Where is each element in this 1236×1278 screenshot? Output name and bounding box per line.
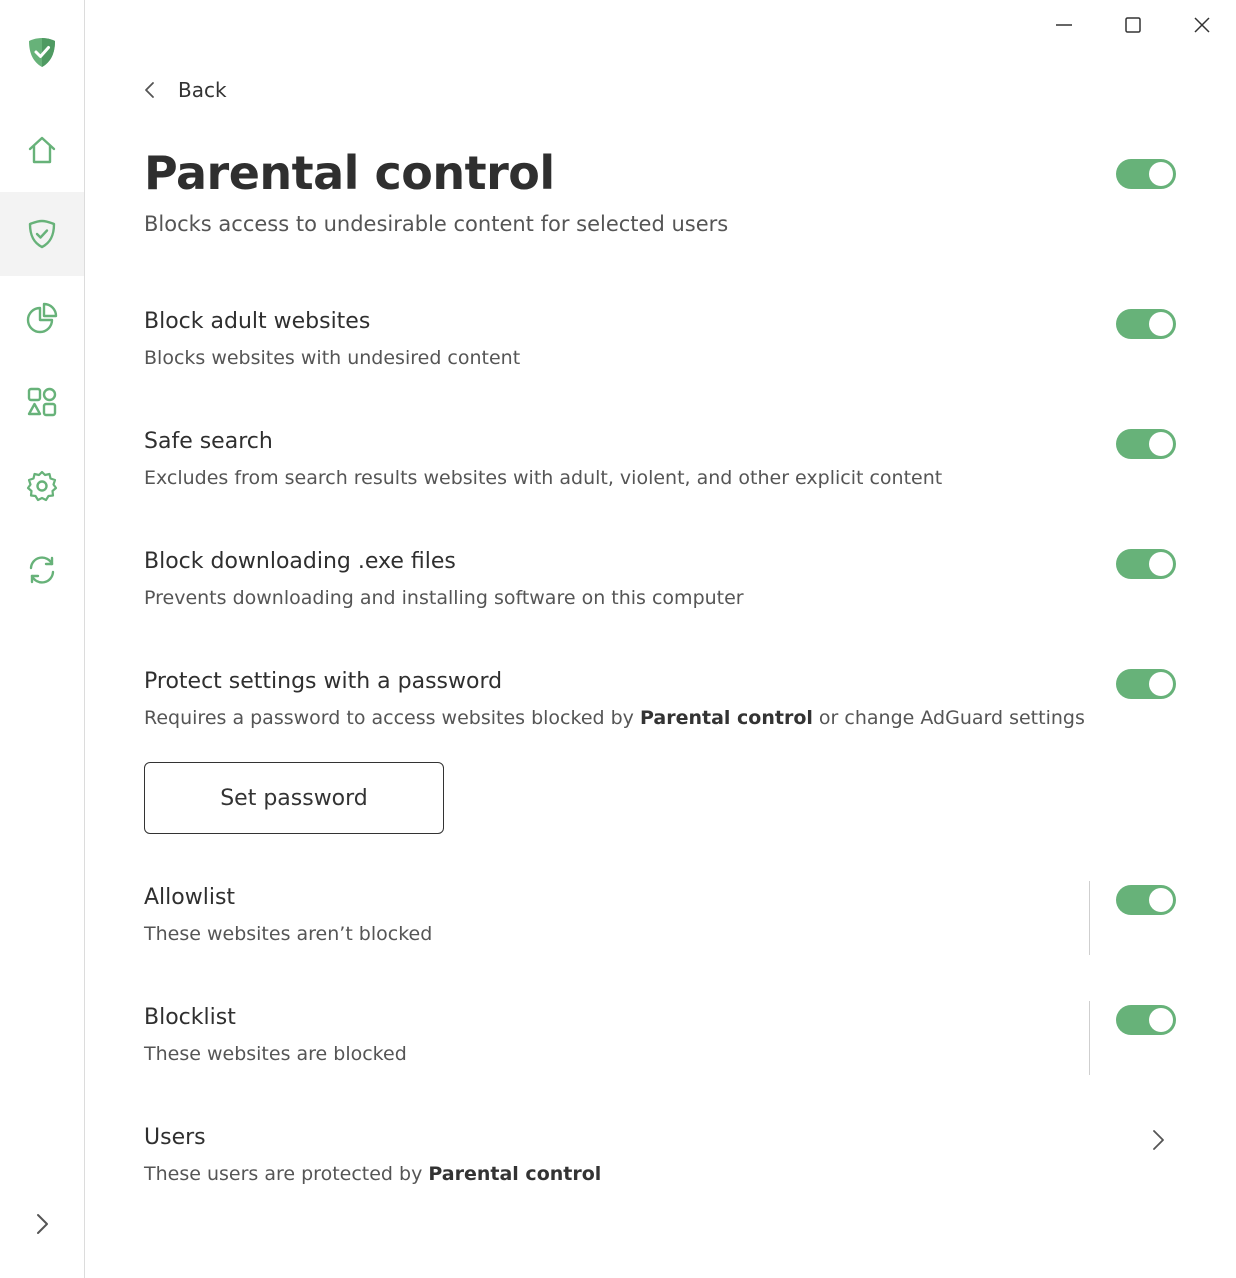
setting-desc-blocklist: These websites are blocked [144, 1043, 407, 1065]
set-password-button[interactable]: Set password [144, 762, 444, 834]
sidebar-item-home[interactable] [0, 108, 84, 192]
chevron-right-icon[interactable] [28, 1210, 56, 1238]
maximize-button[interactable] [1098, 0, 1167, 50]
desc-text: or change AdGuard settings [812, 707, 1085, 729]
shield-check-icon [24, 216, 60, 252]
desc-bold-text: Parental control [428, 1163, 602, 1185]
setting-desc-block-exe: Prevents downloading and installing software on this computer [144, 587, 744, 609]
minimize-icon [1054, 15, 1074, 35]
close-button[interactable] [1167, 0, 1236, 50]
desc-text: Requires a password to access websites blocked by [144, 707, 640, 729]
setting-desc-users [144, 1163, 601, 1185]
block-exe-toggle[interactable] [1116, 549, 1176, 579]
blocklist-toggle[interactable] [1116, 1005, 1176, 1035]
pie-chart-icon [24, 300, 60, 336]
setting-title-password: Protect settings with a password [144, 669, 503, 694]
setting-title-allowlist[interactable]: Allowlist [144, 885, 236, 910]
divider [1089, 1001, 1090, 1075]
page-subtitle: Blocks access to undesirable content for selected users [144, 212, 729, 236]
refresh-icon [24, 552, 60, 588]
adguard-logo[interactable] [0, 10, 84, 94]
apps-shapes-icon [24, 384, 60, 420]
back-button[interactable] [140, 72, 227, 108]
allowlist-toggle[interactable] [1116, 885, 1176, 915]
sidebar-item-apps[interactable] [0, 360, 84, 444]
parental-control-toggle[interactable] [1116, 159, 1176, 189]
back-label: Back [178, 78, 227, 102]
maximize-icon [1123, 15, 1143, 35]
setting-desc-password [144, 707, 1085, 729]
close-icon [1192, 15, 1212, 35]
block-adult-websites-toggle[interactable] [1116, 309, 1176, 339]
sidebar [0, 0, 85, 1278]
setting-title-users[interactable]: Users [144, 1125, 206, 1150]
setting-desc-allowlist: These websites aren’t blocked [144, 923, 433, 945]
divider [1089, 881, 1090, 955]
setting-title-safe-search: Safe search [144, 429, 273, 454]
password-protection-toggle[interactable] [1116, 669, 1176, 699]
adguard-shield-logo-icon [24, 34, 60, 70]
minimize-button[interactable] [1029, 0, 1098, 50]
setting-title-block-exe: Block downloading .exe files [144, 549, 456, 574]
desc-bold-text: Parental control [639, 707, 813, 729]
window-controls [1029, 0, 1236, 50]
page-title: Parental control [144, 146, 555, 200]
setting-title-blocklist[interactable]: Blocklist [144, 1005, 236, 1030]
home-icon [24, 132, 60, 168]
sidebar-item-updates[interactable] [0, 528, 84, 612]
setting-desc-safe-search: Excludes from search results websites with adult, violent, and other explicit content [144, 467, 943, 489]
users-chevron-right-icon[interactable] [1146, 1128, 1170, 1152]
sidebar-item-statistics[interactable] [0, 276, 84, 360]
chevron-left-icon [140, 80, 160, 100]
desc-text: These users are protected by [144, 1163, 429, 1185]
safe-search-toggle[interactable] [1116, 429, 1176, 459]
setting-desc-block-adult: Blocks websites with undesired content [144, 347, 521, 369]
setting-title-block-adult: Block adult websites [144, 309, 371, 334]
gear-icon [24, 468, 60, 504]
sidebar-item-settings[interactable] [0, 444, 84, 528]
sidebar-item-protection[interactable] [0, 192, 84, 276]
